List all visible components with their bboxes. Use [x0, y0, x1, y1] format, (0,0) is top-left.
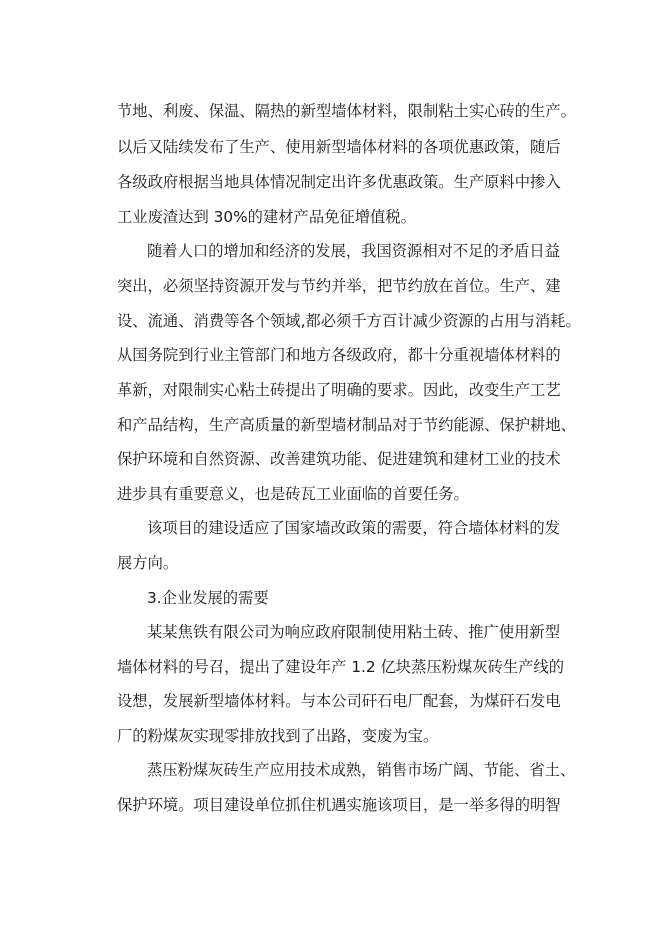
- text-line: 保护环境和自然资源、改善建筑功能、促进建筑和建材工业的技术: [117, 450, 561, 468]
- text-line: 各级政府根据当地具体情况制定出许多优惠政策。生产原料中掺入: [117, 173, 561, 191]
- text-line: 突出，必须坚持资源开发与节约并举，把节约放在首位。生产、建: [117, 277, 561, 295]
- text-line: 从国务院到行业主管部门和地方各级政府，都十分重视墙体材料的: [117, 346, 561, 364]
- text-line: 保护环境。项目建设单位抓住机遇实施该项目，是一举多得的明智: [117, 796, 561, 814]
- text-line: 和产品结构，生产高质量的新型墙材制品对于节约能源、保护耕地、: [117, 416, 576, 434]
- text-line: 墙体材料的号召，提出了建设年产 1.2 亿块蒸压粉煤灰砖生产线的: [117, 658, 565, 676]
- text-line: 厂的粉煤灰实现零排放找到了出路，变废为宝。: [117, 727, 439, 745]
- paragraph-first-line: 某某焦铁有限公司为响应政府限制使用粘土砖、推广使用新型: [147, 623, 561, 641]
- text-line: 设想，发展新型墙体材料。与本公司矸石电厂配套，为煤矸石发电: [117, 692, 561, 710]
- paragraph-first-line: 随着人口的增加和经济的发展，我国资源相对不足的矛盾日益: [147, 242, 561, 260]
- text-line: 设、流通、消费等各个领域,都必须千方百计减少资源的占用与消耗。: [117, 312, 581, 330]
- paragraph-first-line: 蒸压粉煤灰砖生产应用技术成熟，销售市场广阔、节能、省土、: [147, 761, 576, 779]
- text-line: 进步具有重要意义，也是砖瓦工业面临的首要任务。: [117, 485, 469, 503]
- text-line: 展方向。: [117, 554, 179, 572]
- text-line: 革新，对限制实心粘土砖提出了明确的要求。因此，改变生产工艺: [117, 381, 561, 399]
- paragraph-first-line: 该项目的建设适应了国家墙改政策的需要，符合墙体材料的发: [147, 519, 561, 537]
- text-line: 节地、利废、保温、隔热的新型墙体材料，限制粘土实心砖的生产。: [117, 102, 576, 120]
- section-heading: 3.企业发展的需要: [147, 589, 269, 607]
- text-line: 以后又陆续发布了生产、使用新型墙体材料的各项优惠政策，随后: [117, 138, 561, 156]
- text-line: 工业废渣达到 30%的建材产品免征增值税。: [117, 208, 416, 226]
